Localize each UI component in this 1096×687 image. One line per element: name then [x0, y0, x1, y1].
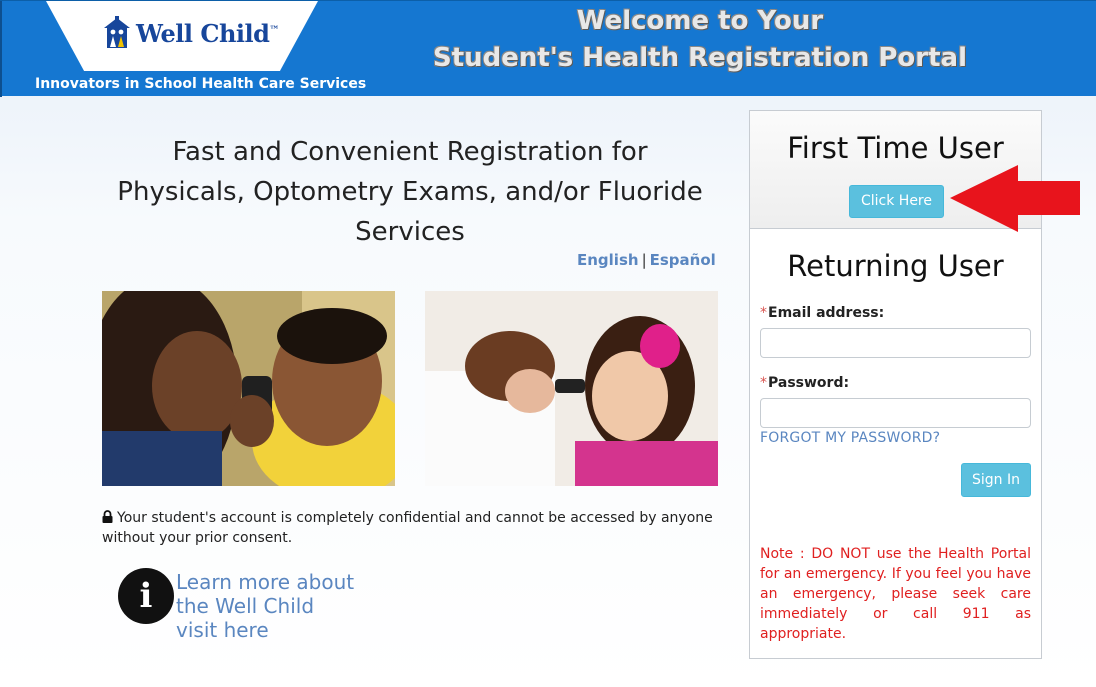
info-icon[interactable]: i: [118, 568, 174, 624]
welcome-line-2: Student's Health Registration Portal: [432, 43, 967, 73]
click-here-button[interactable]: Click Here: [849, 185, 944, 218]
confidentiality-notice: [102, 508, 727, 548]
logo-text: Well Child™: [136, 18, 279, 48]
password-label-text: Password:: [768, 375, 850, 391]
lang-english-link[interactable]: English: [577, 251, 639, 269]
email-field[interactable]: [760, 328, 1031, 358]
site-header: [0, 0, 1096, 96]
email-label: [760, 305, 884, 321]
email-label-text: Email address:: [768, 305, 885, 321]
lock-icon: [102, 510, 113, 523]
learn-line-3: visit here: [176, 618, 269, 642]
required-mark: *: [760, 305, 767, 321]
red-arrow-icon: [950, 165, 1081, 232]
confidentiality-text: Your student's account is completely confidential and cannot be accessed by anyone without your prior consent.: [102, 510, 713, 546]
headline-line-2: Physicals, Optometry Exams, and/or Fluoride: [117, 177, 703, 207]
learn-more-link[interactable]: [176, 570, 386, 642]
photo-doctor-girl-art: [425, 291, 718, 486]
password-label: [760, 375, 849, 391]
required-mark: *: [760, 375, 767, 391]
tagline: Innovators in School Health Care Services: [35, 76, 367, 92]
lang-spanish-link[interactable]: Español: [649, 251, 716, 269]
headline-line-3: Services: [355, 217, 465, 247]
language-switcher: [577, 251, 716, 269]
photo-doctor-boy-art: [102, 291, 395, 486]
lang-separator: |: [641, 251, 647, 269]
school-house-family-icon: [102, 16, 132, 50]
welcome-line-1: Welcome to Your: [576, 6, 824, 36]
photo-doctor-boy: [102, 291, 395, 486]
welcome-banner: [420, 3, 980, 77]
header-edge: [0, 1, 2, 97]
first-time-user-title: First Time User: [787, 131, 1004, 165]
page-headline: [100, 132, 720, 252]
emergency-note: Note : DO NOT use the Health Portal for an emergency. If you feel you have an emergency, please seek care immediately or call 911 as appropriate.: [760, 546, 1031, 642]
site-logo[interactable]: [102, 15, 279, 51]
photo-doctor-girl: [425, 291, 718, 486]
sign-in-button[interactable]: Sign In: [961, 463, 1031, 497]
returning-user-title: Returning User: [787, 249, 1004, 283]
learn-line-1: Learn more about: [176, 570, 355, 594]
forgot-password-link[interactable]: FORGOT MY PASSWORD?: [760, 430, 941, 446]
headline-line-1: Fast and Convenient Registration for: [172, 137, 648, 167]
password-field[interactable]: [760, 398, 1031, 428]
learn-line-2: the Well Child: [176, 594, 315, 618]
